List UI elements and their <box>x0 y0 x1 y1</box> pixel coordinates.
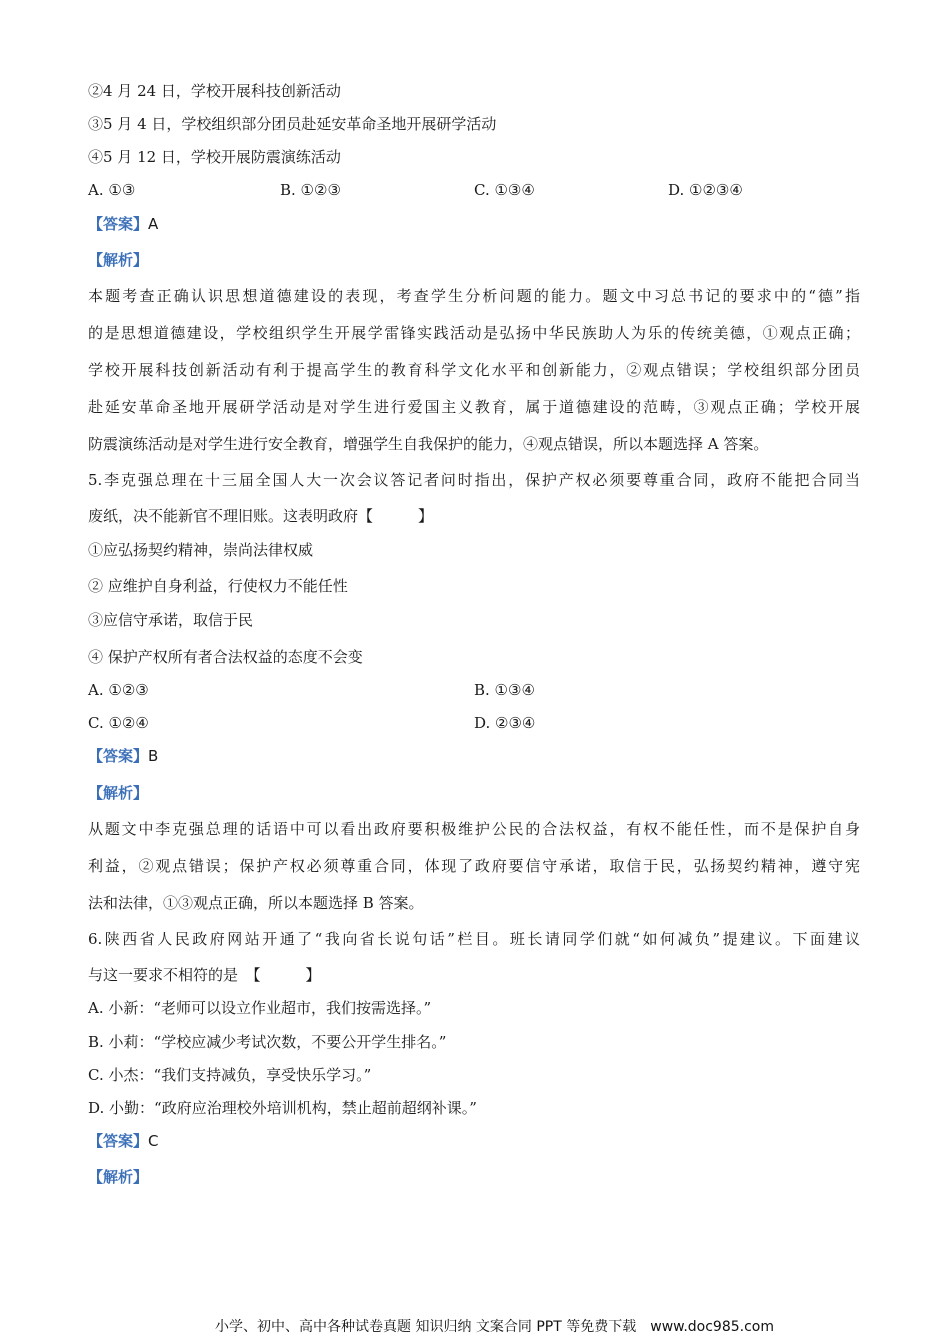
q6-option-b: B. 小莉：“学校应减少考试次数，不要公开学生排名。” <box>88 1033 447 1051</box>
q4-analysis-line: 的是思想道德建设，学校组织学生开展学雷锋实践活动是弘扬中华民族助人为乐的传统美德，①观点正确； <box>88 324 860 342</box>
q5-stem-line: 废纸，决不能新官不理旧账。这表明政府【 】 <box>88 507 434 525</box>
q5-analysis-line: 法和法律，①③观点正确，所以本题选择 B 答案。 <box>88 894 424 912</box>
q4-item-3: ③5 月 4 日，学校组织部分团员赴延安革命圣地开展研学活动 <box>88 115 497 133</box>
q5-analysis-line: 从题文中李克强总理的话语中可以看出政府要积极维护公民的合法权益，有权不能任性，而不是保护自身 <box>88 820 860 838</box>
q4-option-a: A. ①③ <box>88 181 136 199</box>
q6-option-c: C. 小杰：“我们支持减负，享受快乐学习。” <box>88 1066 372 1084</box>
q6-answer <box>88 1131 159 1151</box>
q5-item-3: ③应信守承诺，取信于民 <box>88 611 254 629</box>
q4-analysis-line: 防震演练活动是对学生进行安全教育，增强学生自我保护的能力，④观点错误，所以本题选择 A 答案。 <box>88 435 769 453</box>
q5-option-d: D. ②③④ <box>474 714 536 732</box>
q6-option-a: A. 小新：“老师可以设立作业超市，我们按需选择。” <box>88 999 432 1017</box>
q4-option-c: C. ①③④ <box>474 181 535 199</box>
q5-option-a: A. ①②③ <box>88 681 149 699</box>
q5-answer <box>88 746 158 766</box>
q4-option-b: B. ①②③ <box>280 181 341 199</box>
q4-analysis-line: 赴延安革命圣地开展研学活动是对学生进行爱国主义教育，属于道德建设的范畴，③观点正确；学校开展 <box>88 398 860 416</box>
footer-text: 小学、初中、高中各种试卷真题 知识归纳 文案合同 PPT 等免费下载 www.doc985.com <box>215 1319 774 1335</box>
q4-analysis-line: 学校开展科技创新活动有利于提高学生的教育科学文化水平和创新能力，②观点错误；学校组织部分团员 <box>88 361 860 379</box>
q4-option-d: D. ①②③④ <box>668 181 743 199</box>
q6-option-d: D. 小勤：“政府应治理校外培训机构，禁止超前超纲补课。” <box>88 1099 477 1117</box>
page-footer <box>0 1318 950 1336</box>
q5-option-c: C. ①②④ <box>88 714 149 732</box>
answer-label: 【答案】 <box>88 215 149 233</box>
answer-value: C <box>148 1132 159 1150</box>
q4-analysis-line: 本题考查正确认识思想道德建设的表现，考查学生分析问题的能力。题文中习总书记的要求中的“德”指 <box>88 287 860 305</box>
q4-item-2: ②4 月 24 日，学校开展科技创新活动 <box>88 82 341 100</box>
q5-analysis-line: 利益，②观点错误；保护产权必须尊重合同，体现了政府要信守承诺，取信于民，弘扬契约精神，遵守宪 <box>88 857 860 875</box>
answer-value: A <box>148 215 159 233</box>
q4-answer <box>88 214 158 234</box>
q5-item-1: ①应弘扬契约精神，崇尚法律权威 <box>88 541 314 559</box>
answer-value: B <box>148 747 159 765</box>
q5-item-4: ④ 保护产权所有者合法权益的态度不会变 <box>88 648 363 666</box>
answer-label: 【答案】 <box>88 747 149 765</box>
q4-analysis-label: 【解析】 <box>88 251 149 269</box>
q5-analysis-label: 【解析】 <box>88 784 149 802</box>
q6-analysis-label: 【解析】 <box>88 1168 149 1186</box>
answer-label: 【答案】 <box>88 1132 149 1150</box>
q5-option-b: B. ①③④ <box>474 681 535 699</box>
q4-item-4: ④5 月 12 日，学校开展防震演练活动 <box>88 148 341 166</box>
q6-stem-line: 6.陕西省人民政府网站开通了“我向省长说句话”栏目。班长请同学们就“如何减负”提建议。下面建议 <box>88 930 860 948</box>
q5-item-2: ② 应维护自身利益，行使权力不能任性 <box>88 577 348 595</box>
q5-stem-line: 5.李克强总理在十三届全国人大一次会议答记者问时指出，保护产权必须要尊重合同，政府不能把合同当 <box>88 471 860 489</box>
q6-stem-line: 与这一要求不相符的是 【 】 <box>88 966 321 984</box>
